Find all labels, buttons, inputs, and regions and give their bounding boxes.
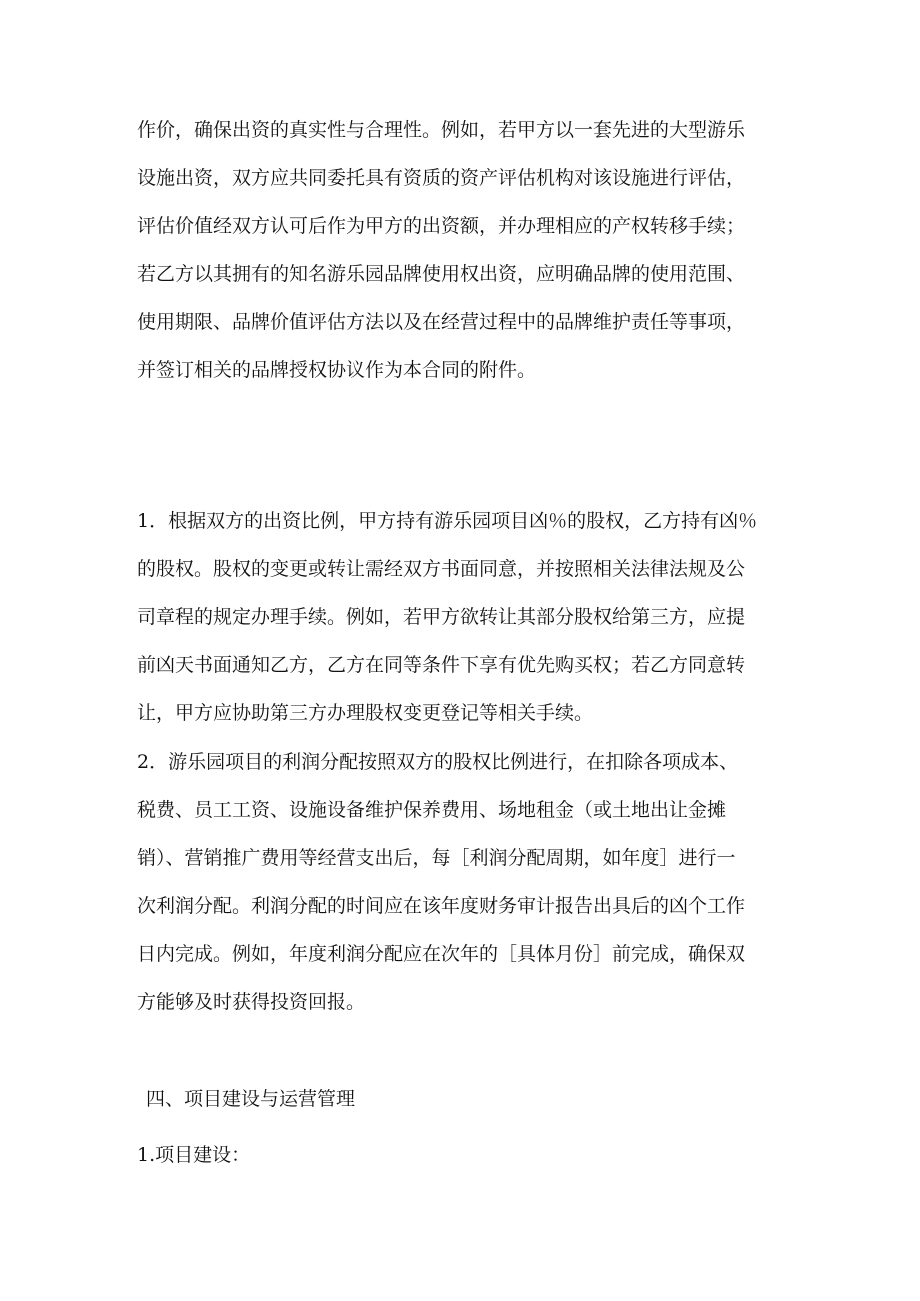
text-line: 司章程的规定办理手续。例如，若甲方欲转让其部分股权给第三方，应提 <box>137 606 746 628</box>
text-line: 日内完成。例如，年度利润分配应在次年的［具体月份］前完成，确保双 <box>137 943 746 965</box>
text-line: 设施出资，双方应共同委托具有资质的资产评估机构对该设施进行评估， <box>137 167 746 189</box>
text-line: 使用期限、品牌价值评估方法以及在经营过程中的品牌维护责任等事项， <box>137 311 746 333</box>
text-line: 的股权。股权的变更或转让需经双方书面同意，并按照相关法律法规及公 <box>137 558 746 580</box>
text-line: 税费、员工工资、设施设备维护保养费用、场地租金（或土地出让金摊 <box>137 799 727 821</box>
section-heading-text: 四、项目建设与运营管理 <box>146 1088 356 1110</box>
text-line: 次利润分配。利润分配的时间应在该年度财务审计报告出具后的凶个工作 <box>137 895 746 917</box>
text-line: 2．游乐园项目的利润分配按照双方的股权比例进行，在扣除各项成本、 <box>137 751 739 773</box>
text-line: 作价，确保出资的真实性与合理性。例如，若甲方以一套先进的大型游乐 <box>137 119 746 141</box>
paragraph-profit-distribution <box>137 738 787 1026</box>
text-line: 前凶天书面通知乙方，乙方在同等条件下享有优先购买权；若乙方同意转 <box>137 654 746 676</box>
text-line: 若乙方以其拥有的知名游乐园品牌使用权出资，应明确品牌的使用范围、 <box>137 263 746 285</box>
text-line: 1．根据双方的出资比例，甲方持有游乐园项目凶％的股权，乙方持有凶％ <box>137 510 758 532</box>
text-line: 销）、营销推广费用等经营支出后，每［利润分配周期，如年度］进行一 <box>137 847 736 869</box>
text-line: 评估价值经双方认可后作为甲方的出资额，并办理相应的产权转移手续； <box>137 215 746 237</box>
text-line: 方能够及时获得投资回报。 <box>137 991 366 1013</box>
text-line: 并签订相关的品牌授权协议作为本合同的附件。 <box>137 359 537 381</box>
sub-heading-text: 1.项目建设： <box>137 1144 251 1166</box>
sub-heading <box>137 1131 787 1179</box>
text-line: 让，甲方应协助第三方办理股权变更登记等相关手续。 <box>137 702 594 724</box>
paragraph-capital-contribution <box>137 106 787 394</box>
section-heading <box>146 1075 796 1123</box>
paragraph-equity-ratio <box>137 497 787 737</box>
